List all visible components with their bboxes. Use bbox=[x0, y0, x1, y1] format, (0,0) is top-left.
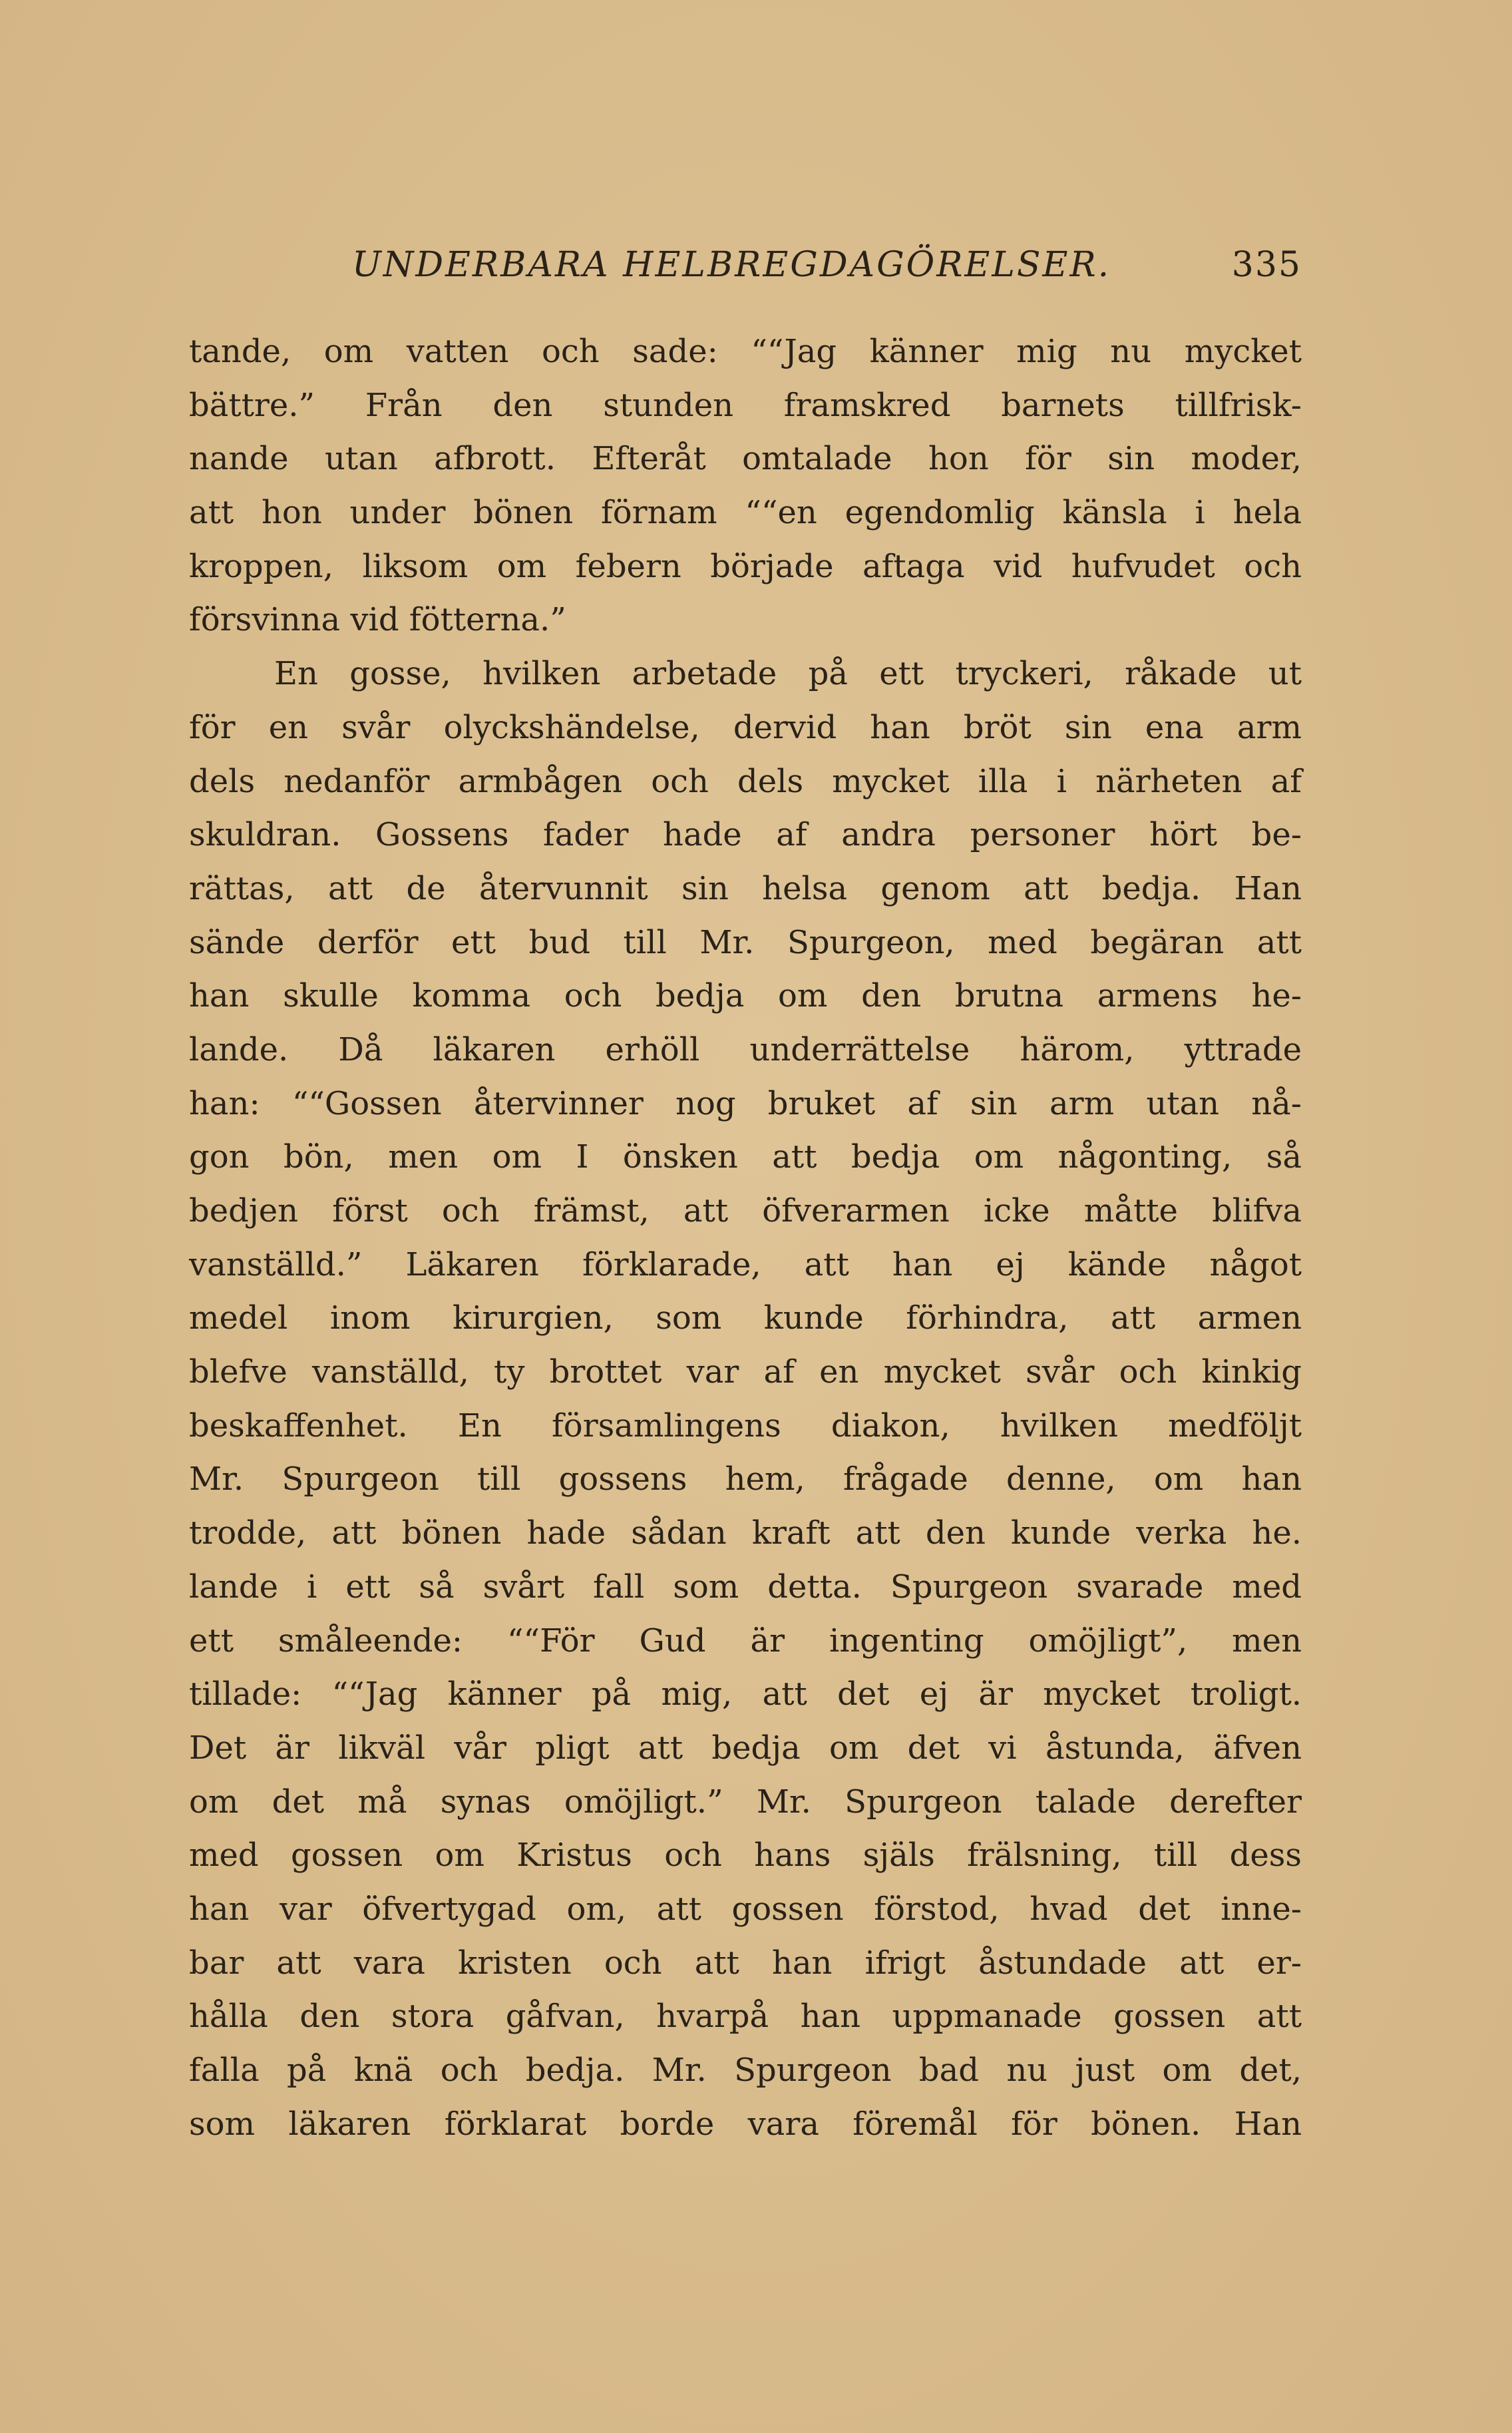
text-line: han var öfvertygad om, att gossen förstod, hvad det inne- bbox=[189, 1890, 1302, 1928]
text-line: En gosse, hvilken arbetade på ett tryckeri, råkade ut bbox=[274, 655, 1302, 693]
text-line: Mr. Spurgeon till gossens hem, frågade denne, om han bbox=[189, 1460, 1302, 1498]
text-line: som läkaren förklarat borde vara föremål för bönen. Han bbox=[189, 2105, 1302, 2143]
text-line: beskaffenhet. En församlingens diakon, hvilken medföljt bbox=[189, 1407, 1302, 1444]
text-line: försvinna vid fötterna.” bbox=[189, 601, 566, 639]
text-line: rättas, att de återvunnit sin helsa genom att bedja. Han bbox=[189, 869, 1302, 907]
body-text bbox=[189, 325, 1302, 2151]
text-line: skuldran. Gossens fader hade af andra personer hört be- bbox=[189, 816, 1302, 854]
text-line: han: ““Gossen återvinner nog bruket af sin arm utan nå- bbox=[189, 1084, 1302, 1122]
running-title: UNDERBARA HELBREGDAGÖRELSER. bbox=[352, 245, 1111, 285]
text-line: vanställd.” Läkaren förklarade, att han ej kände något bbox=[189, 1245, 1302, 1283]
text-line: nande utan afbrott. Efteråt omtalade hon för sin moder, bbox=[189, 440, 1302, 478]
page-header bbox=[189, 245, 1302, 298]
text-line: med gossen om Kristus och hans själs frälsning, till dess bbox=[189, 1837, 1302, 1875]
text-line: gon bön, men om I önsken att bedja om någonting, så bbox=[189, 1138, 1302, 1176]
text-line: att hon under bönen förnam ““en egendomlig känsla i hela bbox=[189, 494, 1302, 532]
text-line: för en svår olyckshändelse, dervid han bröt sin ena arm bbox=[189, 708, 1302, 746]
text-line: lande. Då läkaren erhöll underrättelse härom, yttrade bbox=[189, 1030, 1302, 1068]
text-line: blefve vanställd, ty brottet var af en mycket svår och kinkig bbox=[189, 1353, 1302, 1391]
text-line: han skulle komma och bedja om den brutna armens he- bbox=[189, 977, 1302, 1015]
text-line: trodde, att bönen hade sådan kraft att den kunde verka he. bbox=[189, 1514, 1302, 1552]
text-line: ett småleende: ““För Gud är ingenting omöjligt”, men bbox=[189, 1622, 1302, 1659]
text-line: kroppen, liksom om febern började aftaga vid hufvudet och bbox=[189, 547, 1302, 585]
text-line: Det är likväl vår pligt att bedja om det vi åstunda, äfven bbox=[189, 1729, 1302, 1767]
text-line: tande, om vatten och sade: ““Jag känner mig nu mycket bbox=[189, 333, 1302, 370]
text-line: om det må synas omöjligt.” Mr. Spurgeon talade derefter bbox=[189, 1783, 1302, 1821]
text-line: tillade: ““Jag känner på mig, att det ej är mycket troligt. bbox=[189, 1675, 1302, 1713]
text-line: hålla den stora gåfvan, hvarpå han uppmanade gossen att bbox=[189, 1998, 1302, 2036]
page-number: 335 bbox=[1231, 245, 1302, 285]
text-line: bar att vara kristen och att han ifrigt åstundade att er- bbox=[189, 1944, 1302, 1982]
text-line: sände derför ett bud till Mr. Spurgeon, med begäran att bbox=[189, 923, 1302, 961]
text-line: dels nedanför armbågen och dels mycket illa i närheten af bbox=[189, 762, 1302, 800]
text-line: medel inom kirurgien, som kunde förhindra, att armen bbox=[189, 1299, 1302, 1337]
text-line: falla på knä och bedja. Mr. Spurgeon bad nu just om det, bbox=[189, 2052, 1302, 2089]
text-line: lande i ett så svårt fall som detta. Spurgeon svarade med bbox=[189, 1568, 1302, 1606]
text-line: bättre.” Från den stunden framskred barnets tillfrisk- bbox=[189, 386, 1302, 424]
text-line: bedjen först och främst, att öfverarmen icke måtte blifva bbox=[189, 1192, 1302, 1229]
